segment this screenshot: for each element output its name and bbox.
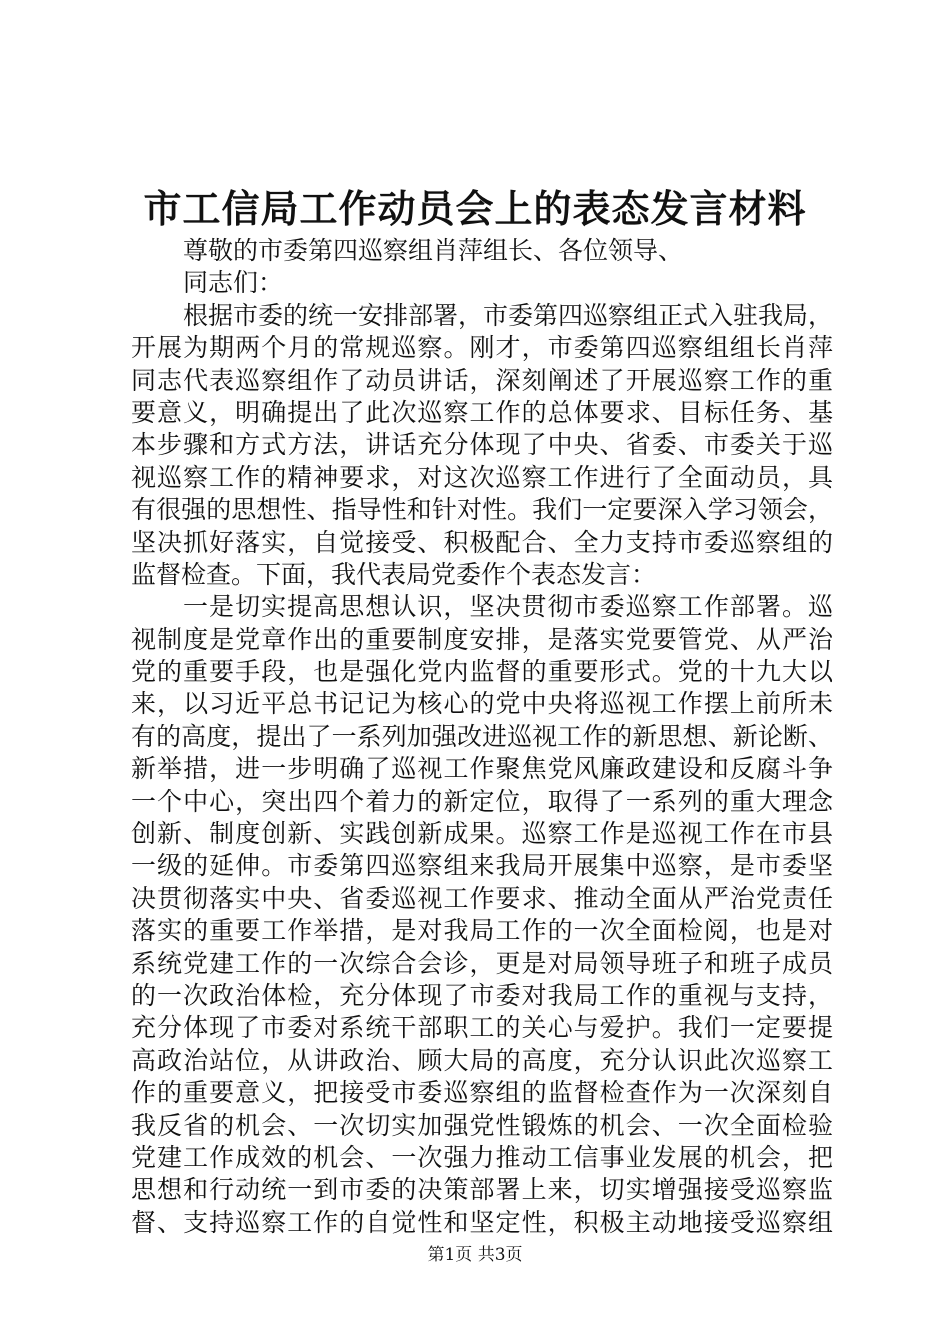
paragraph-line: 高政治站位，从讲政治、顾大局的高度，充分认识此次巡察工	[131, 1045, 833, 1075]
paragraph-line: 决贯彻落实中央、省委巡视工作要求、推动全面从严治党责任	[131, 883, 833, 913]
paragraph-line: 督、支持巡察工作的自觉性和坚定性，积极主动地接受巡察组	[131, 1207, 833, 1237]
paragraph-line: 的一次政治体检，充分体现了市委对我局工作的重视与支持，	[131, 980, 833, 1010]
paragraph-line: 思想和行动统一到市委的决策部署上来，切实增强接受巡察监	[131, 1175, 833, 1205]
paragraph-line: 坚决抓好落实，自觉接受、积极配合、全力支持市委巡察组的	[131, 527, 833, 557]
paragraph-line: 新举措，进一步明确了巡视工作聚焦党风廉政建设和反腐斗争	[131, 754, 833, 784]
paragraph-line: 作的重要意义，把接受市委巡察组的监督检查作为一次深刻自	[131, 1078, 833, 1108]
paragraph-line: 来，以习近平总书记记为核心的党中央将巡视工作摆上前所未	[131, 689, 833, 719]
paragraph-line: 有很强的思想性、指导性和针对性。我们一定要深入学习领会，	[131, 495, 833, 525]
paragraph-line: 创新、制度创新、实践创新成果。巡察工作是巡视工作在市县	[131, 819, 833, 849]
paragraph-line: 我反省的机会、一次切实加强党性锻炼的机会、一次全面检验	[131, 1110, 833, 1140]
salutation-line: 尊敬的市委第四巡察组肖萍组长、各位领导、	[183, 236, 684, 265]
paragraph-line: 一是切实提高思想认识，坚决贯彻市委巡察工作部署。巡	[183, 592, 833, 622]
paragraph-line: 开展为期两个月的常规巡察。刚才，市委第四巡察组组长肖萍	[131, 333, 833, 363]
paragraph-line: 落实的重要工作举措，是对我局工作的一次全面检阅，也是对	[131, 916, 833, 946]
document-body	[131, 235, 833, 1239]
paragraph-line: 系统党建工作的一次综合会诊，更是对局领导班子和班子成员	[131, 948, 833, 978]
salutation-line: 同志们：	[183, 268, 284, 298]
paragraph-line: 充分体现了市委对系统干部职工的关心与爱护。我们一定要提	[131, 1013, 833, 1043]
paragraph-line: 根据市委的统一安排部署，市委第四巡察组正式入驻我局，	[183, 300, 834, 330]
document-title: 市工信局工作动员会上的表态发言材料	[143, 186, 807, 231]
paragraph-line: 要意义，明确提出了此次巡察工作的总体要求、目标任务、基	[131, 397, 833, 427]
paragraph-line: 一个中心，突出四个着力的新定位，取得了一系列的重大理念	[131, 786, 833, 816]
paragraph-line: 本步骤和方式方法，讲话充分体现了中央、省委、市委关于巡	[131, 430, 833, 460]
paragraph-line: 党的重要手段，也是强化党内监督的重要形式。党的十九大以	[131, 657, 833, 687]
paragraph-line: 一级的延伸。市委第四巡察组来我局开展集中巡察，是市委坚	[131, 851, 833, 881]
paragraph-line: 有的高度，提出了一系列加强改进巡视工作的新思想、新论断、	[131, 721, 833, 751]
page-footer: 第1页 共3页	[427, 1245, 523, 1265]
paragraph-line: 党建工作成效的机会、一次强力推动工信事业发展的机会，把	[131, 1142, 833, 1172]
paragraph-line: 视巡察工作的精神要求，对这次巡察工作进行了全面动员，具	[131, 462, 833, 492]
paragraph-line: 监督检查。下面，我代表局党委作个表态发言：	[131, 559, 657, 589]
paragraph-line: 同志代表巡察组作了动员讲话，深刻阐述了开展巡察工作的重	[131, 365, 833, 395]
paragraph-line: 视制度是党章作出的重要制度安排，是落实党要管党、从严治	[131, 624, 833, 654]
